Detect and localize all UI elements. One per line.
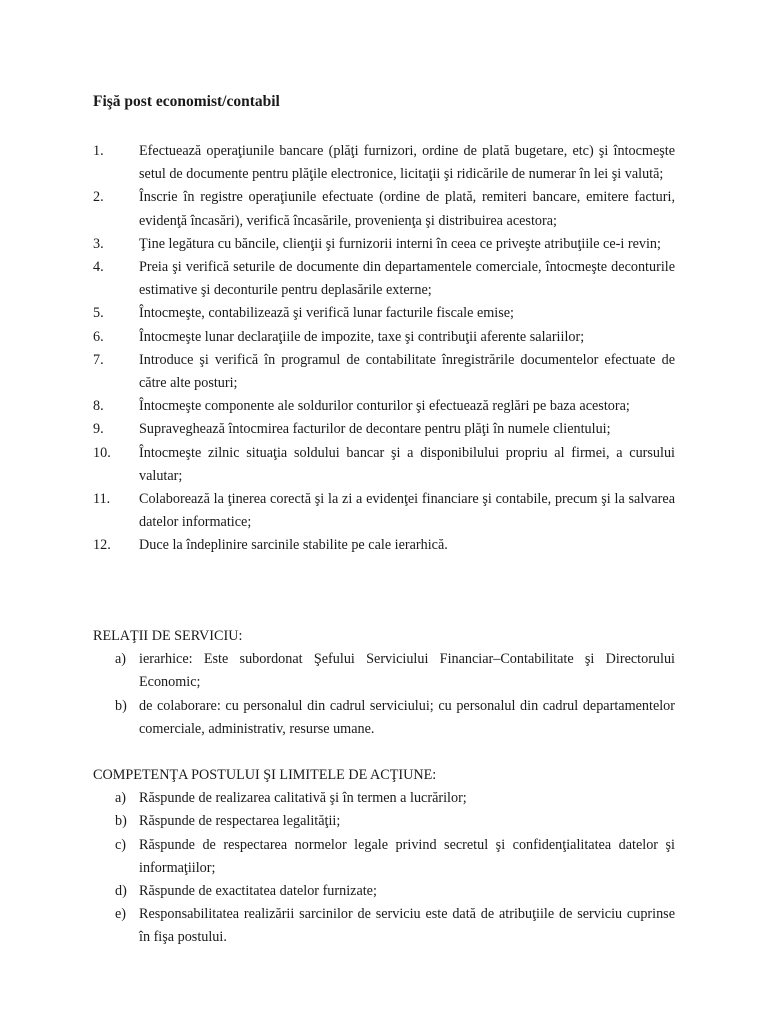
item-text: Întocmeşte lunar declaraţiile de impozite, taxe şi contribuţii aferente salariilor; [139, 328, 585, 345]
list-item [93, 395, 675, 418]
item-text: Introduce şi verifică în programul de contabilitate înregistrările documentelor efectuate de către alte posturi; [139, 351, 675, 392]
item-letter: a) [115, 790, 127, 807]
item-text: Preia şi verifică seturile de documente din departamentele comerciale, întocmeşte deconturile estimative şi deconturile pentru deplasările externe; [139, 259, 675, 299]
list-item [93, 787, 675, 810]
item-text: Întocmeşte componente ale soldurilor conturilor şi efectuează reglări pe baza acestora; [139, 398, 630, 415]
item-text: Colaborează la ţinerea corectă şi la zi a evidenţei financiare şi contabile, precum şi la salvarea datelor informatice; [139, 491, 675, 531]
item-text: Duce la îndeplinire sarcinile stabilite pe cale ierarhică. [139, 537, 448, 554]
item-number: 6. [93, 328, 104, 345]
item-number: 4. [93, 259, 104, 276]
item-number: 2. [93, 189, 104, 206]
item-text: Răspunde de exactitatea datelor furnizate; [139, 883, 377, 900]
list-item [93, 880, 675, 903]
item-number: 9. [93, 421, 104, 438]
list-item [93, 903, 675, 949]
list-item [93, 140, 675, 186]
item-number: 5. [93, 305, 104, 322]
item-number: 10. [93, 444, 111, 461]
item-text: Răspunde de respectarea legalităţii; [139, 813, 341, 830]
list-item [93, 534, 675, 557]
relatii-heading: RELAŢII DE SERVICIU: [93, 628, 243, 644]
item-text: Răspunde de respectarea normelor legale privind secretul şi confidenţialitatea datelor şi informaţiilor; [139, 836, 675, 876]
item-letter: d) [115, 883, 127, 900]
list-item [93, 488, 675, 534]
item-letter: c) [115, 836, 127, 853]
item-number: 11. [93, 491, 111, 508]
item-number: 1. [93, 143, 104, 159]
item-text: Înscrie în registre operaţiunile efectuate (ordine de plată, remiteri bancare, emitere facturi, evidenţă încasări), verifică încasările, provenienţa şi distribuirea acestora; [139, 189, 675, 229]
item-number: 8. [93, 398, 104, 415]
item-text: Ţine legătura cu băncile, clienţii şi furnizorii interni în ceea ce priveşte atribuţiile ce-i revin; [139, 235, 661, 252]
competenta-heading: COMPETENŢA POSTULUI ŞI LIMITELE DE ACŢIUNE: [93, 767, 437, 783]
competenta-section [93, 764, 675, 950]
list-item [93, 648, 675, 694]
item-text: Responsabilitatea realizării sarcinilor de serviciu este dată de atribuţiile de serviciu cuprinse în fişa postului. [139, 906, 675, 946]
item-text: de colaborare: cu personalul din cadrul serviciului; cu personalul din cadrul departamentelor comerciale, administrativ, resurse umane. [139, 697, 675, 737]
item-letter: b) [115, 697, 127, 714]
list-item [93, 256, 675, 302]
document-title: Fişă post economist/contabil [93, 93, 280, 110]
item-text: Supraveghează întocmirea facturilor de decontare pentru plăţi în numele clientului; [139, 421, 611, 438]
item-letter: a) [115, 651, 127, 668]
list-item [93, 834, 675, 880]
item-letter: e) [115, 906, 127, 923]
relatii-list [93, 648, 675, 741]
list-item [93, 810, 675, 833]
competenta-list [93, 787, 675, 949]
list-item [93, 302, 675, 325]
item-text: Întocmeşte zilnic situaţia soldului bancar şi a disponibilului propriu al firmei, a cursului valutar; [139, 444, 675, 484]
list-item [93, 326, 675, 349]
relatii-section [93, 625, 675, 741]
item-number: 3. [93, 235, 104, 252]
item-number: 7. [93, 351, 104, 368]
item-number: 12. [93, 537, 111, 554]
item-text: Răspunde de realizarea calitativă şi în termen a lucrărilor; [139, 790, 467, 807]
item-text: Întocmeşte, contabilizează şi verifică lunar facturile fiscale emise; [139, 305, 514, 322]
item-text: ierarhice: Este subordonat Şefului Serviciului Financiar–Contabilitate şi Directorului Economic; [139, 651, 675, 691]
list-item [93, 233, 675, 256]
duties-list [93, 140, 675, 558]
list-item [93, 349, 675, 395]
list-item [93, 442, 675, 488]
list-item [93, 695, 675, 741]
list-item [93, 418, 675, 441]
item-text: Efectuează operaţiunile bancare (plăţi furnizori, ordine de plată bugetare, etc) şi întocmeşte setul de documente pentru plăţile electronice, licitaţii şi ridicările de numerar în lei şi valută; [139, 143, 675, 183]
item-letter: b) [115, 813, 127, 830]
list-item [93, 186, 675, 232]
